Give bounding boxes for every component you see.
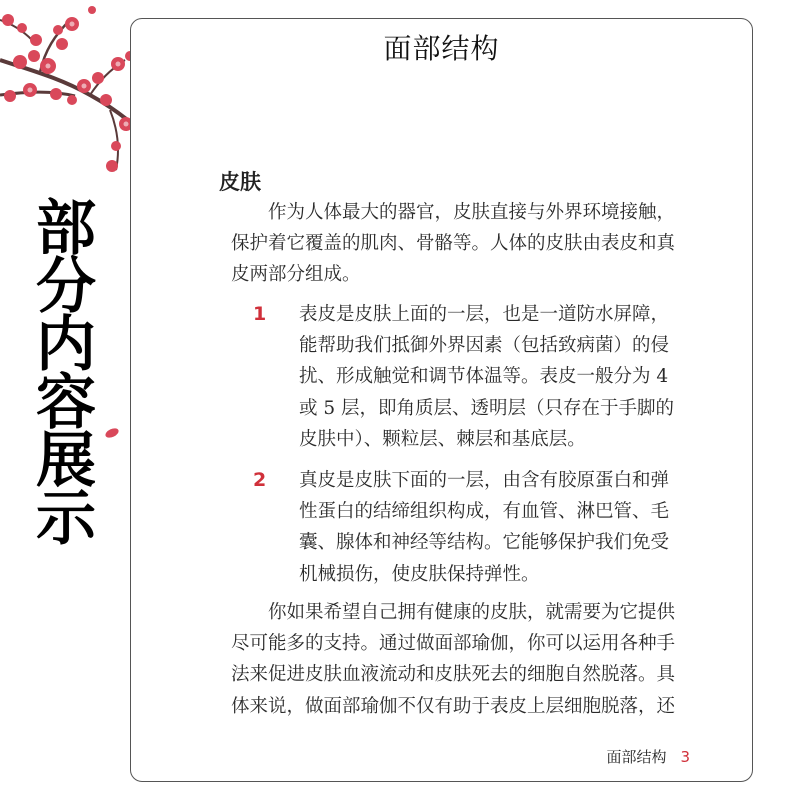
text-line: 法来促进皮肤血液流动和皮肤死去的细胞自然脱落。具 xyxy=(231,664,676,686)
text-line: 皮肤中）、颗粒层、棘层和基底层。 xyxy=(299,428,586,450)
text-line: 性蛋白的结缔组织构成，有血管、淋巴管、毛 xyxy=(299,501,670,523)
text-line: 囊、腺体和神经等结构。它能够保护我们免受 xyxy=(299,532,670,554)
text-line: 你如果希望自己拥有健康的皮肤，就需要为它提供 xyxy=(268,602,676,623)
side-banner-char: 分 xyxy=(36,252,96,322)
item-number: 1 xyxy=(253,303,267,325)
side-banner-char: 展 xyxy=(36,426,96,496)
side-banner-char: 部 xyxy=(36,194,96,264)
section-heading: 皮肤 xyxy=(219,170,261,194)
text-line: 尽可能多的支持。通过做面部瑜伽，你可以运用各种手 xyxy=(231,633,676,655)
text-line: 作为人体最大的器官，皮肤直接与外界环境接触， xyxy=(268,202,676,223)
page-footer xyxy=(606,746,690,767)
petal-decoration xyxy=(104,426,120,440)
text-line: 皮两部分组成。 xyxy=(231,264,361,286)
text-line: 表皮是皮肤上面的一层，也是一道防水屏障， xyxy=(299,304,670,325)
list-item xyxy=(253,465,729,590)
closing-paragraph xyxy=(231,597,711,722)
page-title: 面部结构 xyxy=(383,32,500,65)
footer-title: 面部结构 xyxy=(606,748,667,766)
intro-paragraph xyxy=(231,197,701,291)
text-line: 扰、形成触觉和调节体温等。表皮一般分为 4 xyxy=(299,366,669,388)
page-number: 3 xyxy=(680,748,690,766)
text-line: 体来说，做面部瑜伽不仅有助于表皮上层细胞脱落，还 xyxy=(231,695,676,717)
text-line: 机械损伤，使皮肤保持弹性。 xyxy=(299,563,540,585)
text-line: 真皮是皮肤下面的一层，由含有胶原蛋白和弹 xyxy=(299,470,670,491)
side-banner-char: 容 xyxy=(36,368,96,438)
side-banner-char: 内 xyxy=(36,310,96,380)
text-line: 能帮助我们抵御外界因素（包括致病菌）的侵 xyxy=(299,335,670,357)
list-item xyxy=(253,299,729,455)
text-line: 或 5 层，即角质层、透明层（只存在于手脚的 xyxy=(299,397,675,419)
book-page xyxy=(130,18,753,782)
text-line: 保护着它覆盖的肌肉、骨骼等。人体的皮肤由表皮和真 xyxy=(231,233,676,255)
item-number: 2 xyxy=(253,469,267,491)
side-banner xyxy=(30,194,102,554)
side-banner-char: 示 xyxy=(36,484,96,554)
